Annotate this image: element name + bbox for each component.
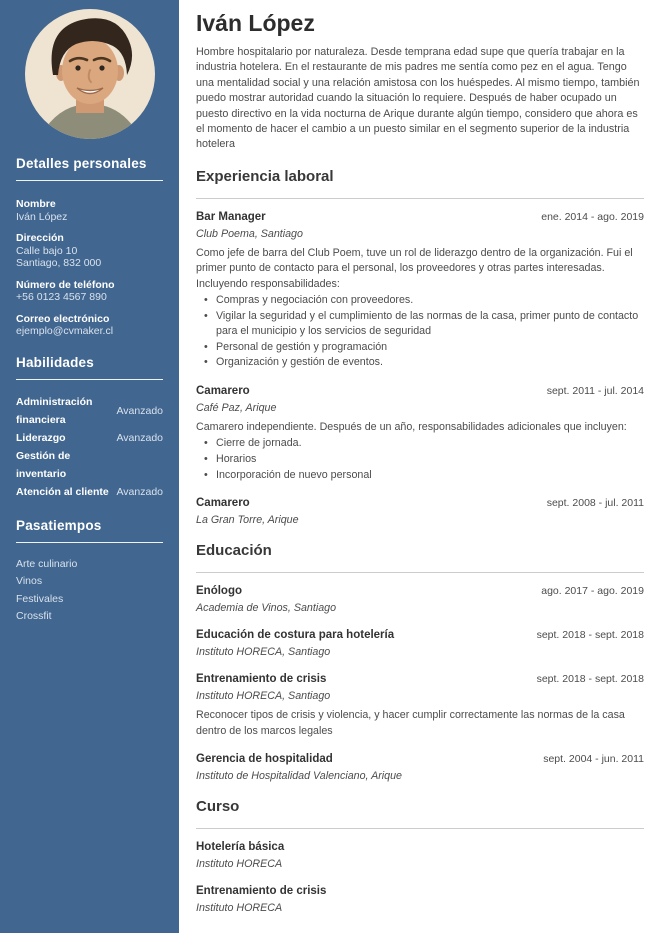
education-entry [196, 628, 644, 659]
skill-name: Atención al cliente [16, 485, 109, 498]
degree-dates: sept. 2018 - sept. 2018 [536, 673, 644, 686]
skill-name: Liderazgo [16, 431, 66, 444]
school-name: Academia de Vinos, Santiago [196, 602, 337, 615]
field-value: Iván López [16, 210, 68, 223]
field-value: ejemplo@cvmaker.cl [16, 325, 114, 337]
skill-row [16, 393, 163, 429]
divider [196, 828, 644, 829]
skill-name: Administración financiera [16, 395, 93, 426]
school-name: Instituto HORECA, Santiago [196, 646, 331, 659]
section-title-experience: Experiencia laboral [196, 167, 334, 185]
bullet-item: • Vigilar la seguridad y el cumplimiento de las normas de la casa, primer punto de contacto para el municipio y los servicios de seguridad [196, 309, 644, 340]
bullet-item: • Personal de gestión y programación [196, 340, 644, 356]
degree-title: Entrenamiento de crisis [196, 673, 327, 686]
job-employer: La Gran Torre, Arique [196, 514, 299, 527]
course-entry [196, 884, 644, 915]
degree-title: Educación de costura para hotelería [196, 629, 395, 642]
field-phone [16, 280, 163, 304]
entry-header [196, 496, 644, 510]
job-employer: Café Paz, Arique [196, 402, 277, 415]
profile-photo-illustration [25, 9, 155, 139]
job-dates: sept. 2008 - jul. 2011 [546, 497, 644, 510]
hobbies-section [16, 556, 163, 626]
degree-dates: ago. 2017 - ago. 2019 [541, 585, 644, 598]
job-description: Como jefe de barra del Club Poem, tuve un rol de liderazgo dentro de la organización. Fui el primer punto de contacto para el personal, los proveedores y otras partes interesadas. Incluyendo responsabilidades: [196, 246, 633, 290]
entry-header [196, 384, 644, 398]
job-title: Camarero [196, 385, 250, 398]
divider [16, 542, 163, 543]
entry-header [196, 672, 644, 686]
skill-name: Gestión de inventario [16, 449, 71, 480]
bullet-item: • Organización y gestión de eventos. [196, 355, 644, 371]
education-entry [196, 672, 644, 739]
skills-section [16, 393, 163, 501]
section-title-course: Curso [196, 798, 240, 816]
job-employer: Club Poema, Santiago [196, 227, 303, 240]
entry-header [196, 628, 644, 642]
main-column [179, 0, 660, 933]
hobby-item: Festivales [16, 592, 64, 605]
experience-entry [196, 496, 644, 527]
section-title-education: Educación [196, 542, 272, 560]
degree-title: Gerencia de hospitalidad [196, 753, 333, 766]
bullet-item: • Compras y negociación con proveedores. [196, 293, 644, 309]
field-label: Nombre [16, 198, 56, 210]
divider [16, 180, 163, 181]
job-title: Bar Manager [196, 210, 266, 223]
entry-header [196, 840, 644, 854]
skill-level: Avanzado [116, 404, 163, 417]
degree-title: Enólogo [196, 585, 242, 598]
experience-entry [196, 384, 644, 483]
job-dates: sept. 2011 - jul. 2014 [546, 385, 644, 398]
profile-summary: Hombre hospitalario por naturaleza. Desde temprana edad supe que quería trabajar en la industria hotelera. En el restaurante de mis padres me sentía como pez en el agua. Tengo una mentalidad social y una relación amistosa con los huéspedes. Al mismo tiempo, también puedo mostrar autoridad cuando la situación lo requiere. Después de haber ocupado un puesto directivo en la vida nocturna de Arique durante algún tiempo, considero que ahora es el momento de hacer el cambio a un puesto similar en el segmento superior de la industria hotelera [196, 46, 640, 151]
field-label: Correo electrónico [16, 312, 110, 325]
hobbies-title: Pasatiempos [16, 517, 102, 533]
field-name [16, 199, 163, 223]
sidebar [0, 0, 179, 933]
field-value: Calle bajo 10 [16, 244, 78, 257]
field-label: Dirección [16, 232, 64, 244]
hobby-item: Vinos [16, 575, 43, 587]
school-name: Instituto HORECA, Santiago [196, 690, 331, 703]
divider [196, 198, 644, 199]
experience-entry [196, 210, 644, 371]
profile-photo [25, 9, 155, 139]
entry-header [196, 884, 644, 898]
hobby-item: Arte culinario [16, 557, 78, 570]
job-bullet-list [196, 293, 644, 371]
skills-title: Habilidades [16, 354, 94, 370]
degree-dates: sept. 2004 - jun. 2011 [543, 753, 644, 766]
education-entry [196, 584, 644, 615]
job-title: Camarero [196, 497, 250, 510]
course-title: Hotelería básica [196, 841, 285, 854]
entry-header [196, 210, 644, 224]
course-title: Entrenamiento de crisis [196, 885, 327, 898]
candidate-name: Iván López [196, 10, 315, 36]
skill-level: Avanzado [116, 485, 163, 498]
field-value: Santiago, 832 000 [16, 257, 102, 269]
field-address [16, 233, 163, 270]
degree-description: Reconocer tipos de crisis y violencia, y hacer cumplir correctamente las normas de la casa dentro de los marcos legales [196, 709, 625, 737]
skill-row [16, 447, 163, 483]
field-value: +56 0123 4567 890 [16, 291, 107, 303]
school-name: Instituto de Hospitalidad Valenciano, Arique [196, 770, 402, 783]
skill-level: Avanzado [116, 431, 163, 444]
divider [196, 572, 644, 573]
hobby-item: Crossfit [16, 610, 52, 622]
bullet-item: • Incorporación de nuevo personal [196, 468, 644, 484]
education-entry [196, 752, 644, 783]
entry-header [196, 584, 644, 598]
field-email [16, 314, 163, 338]
divider [16, 379, 163, 380]
course-institute: Instituto HORECA [196, 858, 283, 871]
entry-header [196, 752, 644, 766]
personal-details-section [16, 199, 163, 338]
skill-row [16, 483, 163, 501]
bullet-item: • Horarios [196, 452, 644, 468]
degree-dates: sept. 2018 - sept. 2018 [536, 629, 644, 642]
job-bullet-list [196, 436, 644, 483]
personal-details-title: Detalles personales [16, 156, 147, 171]
skill-row [16, 429, 163, 447]
job-description: Camarero independiente. Después de un año, responsabilidades adicionales que incluyen: [196, 421, 627, 434]
field-label: Número de teléfono [16, 278, 115, 291]
course-institute: Instituto HORECA [196, 902, 283, 915]
bullet-item: • Cierre de jornada. [196, 436, 644, 452]
course-entry [196, 840, 644, 871]
job-dates: ene. 2014 - ago. 2019 [541, 210, 644, 223]
